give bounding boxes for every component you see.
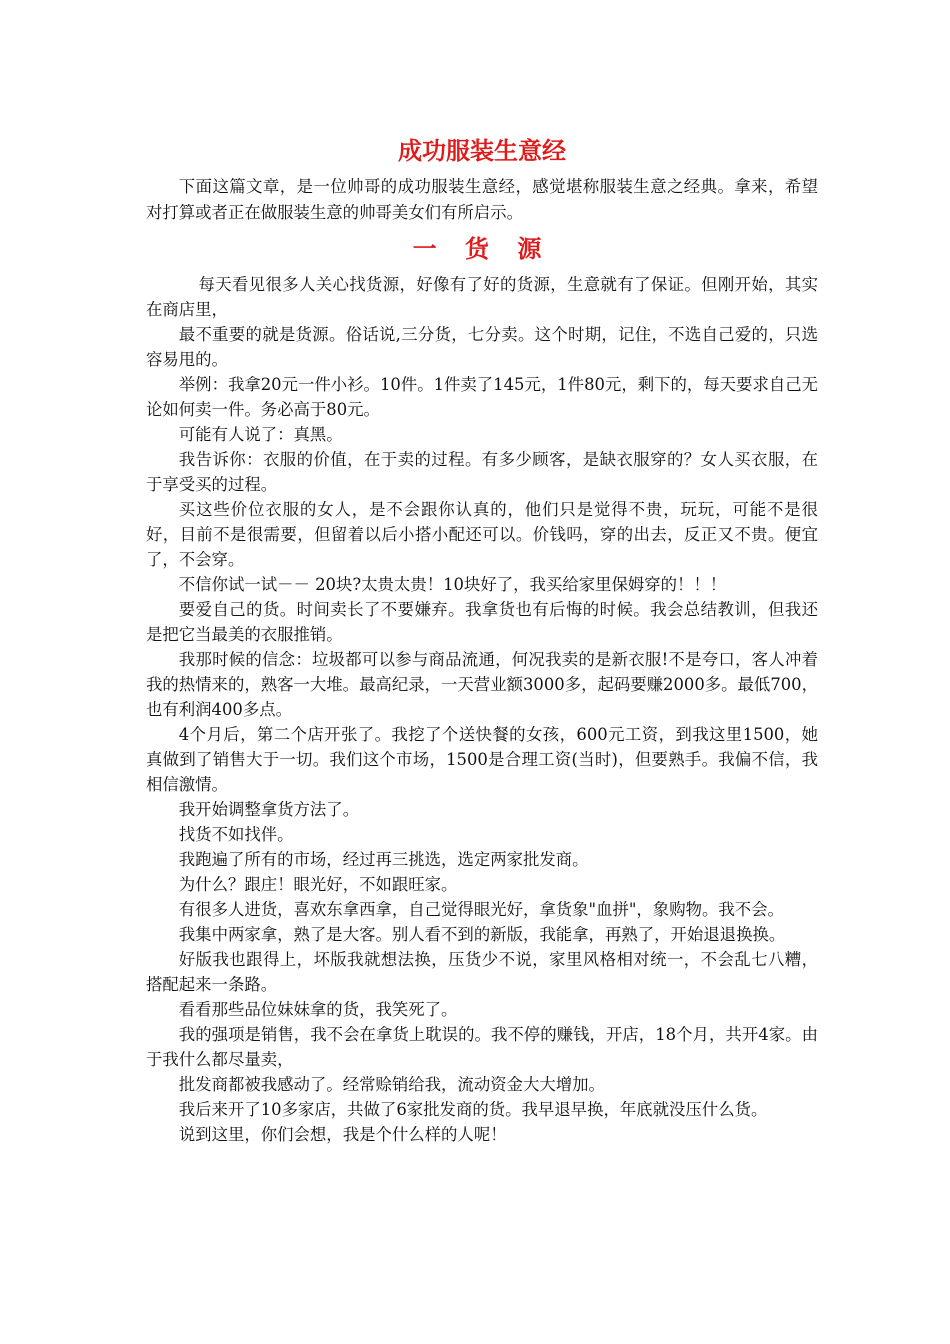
paragraph: 我集中两家拿，熟了是大客。别人看不到的新版，我能拿，再熟了，开始退退换换。	[178, 925, 786, 944]
paragraph: 好版我也跟得上，坏版我就想法换，压货少不说，家里风格相对统一，不会乱七八糟，搭配起来一条路。	[146, 950, 818, 994]
paragraph: 每天看见很多人关心找货源，好像有了好的货源，生意就有了保证。但刚开始，其实在商店里，	[146, 275, 818, 319]
paragraph: 不信你试一试－－ 20块?太贵太贵！10块好了，我买给家里保姆穿的！！！	[178, 575, 727, 594]
paragraph: 我后来开了10多家店，共做了6家批发商的货。我早退早换，年底就没压什么货。	[178, 1100, 768, 1119]
paragraph: 4个月后，第二个店开张了。我挖了个送快餐的女孩，600元工资，到我这里1500，她真做到了销售大于一切。我们这个市场，1500是合理工资(当时)，但要熟手。我偏不信，我相信激情。	[146, 725, 818, 794]
paragraph: 最不重要的就是货源。俗话说,三分货，七分卖。这个时期，记住，不选自己爱的，只选容易甩的。	[146, 325, 818, 369]
paragraph: 买这些价位衣服的女人，是不会跟你认真的，他们只是觉得不贵，玩玩，可能不是很好，目前不是很需要，但留着以后小搭小配还可以。价钱吗，穿的出去，反正又不贵。便宜了，不会穿。	[146, 500, 818, 569]
paragraph: 为什么？跟庄！眼光好，不如跟旺家。	[178, 875, 458, 894]
intro-paragraph: 下面这篇文章，是一位帅哥的成功服装生意经，感觉堪称服装生意之经典。拿来，希望对打算或者正在做服装生意的帅哥美女们有所启示。	[146, 177, 818, 222]
article-body	[146, 272, 818, 1147]
paragraph: 我的强项是销售，我不会在拿货上耽误的。我不停的赚钱，开店，18个月，共开4家。由于我什么都尽量卖，	[146, 1025, 818, 1069]
paragraph: 可能有人说了：真黑。	[178, 425, 343, 444]
paragraph: 说到这里，你们会想，我是个什么样的人呢！	[178, 1125, 507, 1144]
document-page	[146, 130, 818, 1147]
paragraph: 找货不如找伴。	[178, 825, 294, 844]
paragraph: 有很多人进货，喜欢东拿西拿，自己觉得眼光好，拿货象"血拼"，象购物。我不会。	[178, 900, 784, 919]
paragraph: 我跑遍了所有的市场，经过再三挑选，选定两家批发商。	[178, 850, 589, 869]
paragraph: 看看那些品位妹妹拿的货，我笑死了。	[178, 1000, 458, 1019]
paragraph: 我告诉你：衣服的价值，在于卖的过程。有多少顾客，是缺衣服穿的？女人买衣服，在于享受买的过程。	[146, 450, 818, 494]
paragraph: 举例：我拿20元一件小衫。10件。1件卖了145元，1件80元，剩下的，每天要求自己无论如何卖一件。务必高于80元。	[146, 375, 819, 419]
paragraph: 批发商都被我感动了。经常赊销给我，流动资金大大增加。	[178, 1075, 605, 1094]
intro-block	[146, 174, 818, 226]
section-title: 一 货 源	[412, 235, 552, 263]
paragraph: 我那时候的信念：垃圾都可以参与商品流通，何况我卖的是新衣服!不是夸口，客人冲着我的热情来的，熟客一大堆。最高纪录，一天营业额3000多，起码要赚2000多。最低700，也有利润400多点。	[146, 650, 818, 719]
document-title: 成功服装生意经	[398, 137, 566, 165]
paragraph: 要爱自己的货。时间卖长了不要嫌弃。我拿货也有后悔的时候。我会总结教训，但我还是把它当最美的衣服推销。	[146, 600, 818, 644]
paragraph: 我开始调整拿货方法了。	[178, 800, 360, 819]
